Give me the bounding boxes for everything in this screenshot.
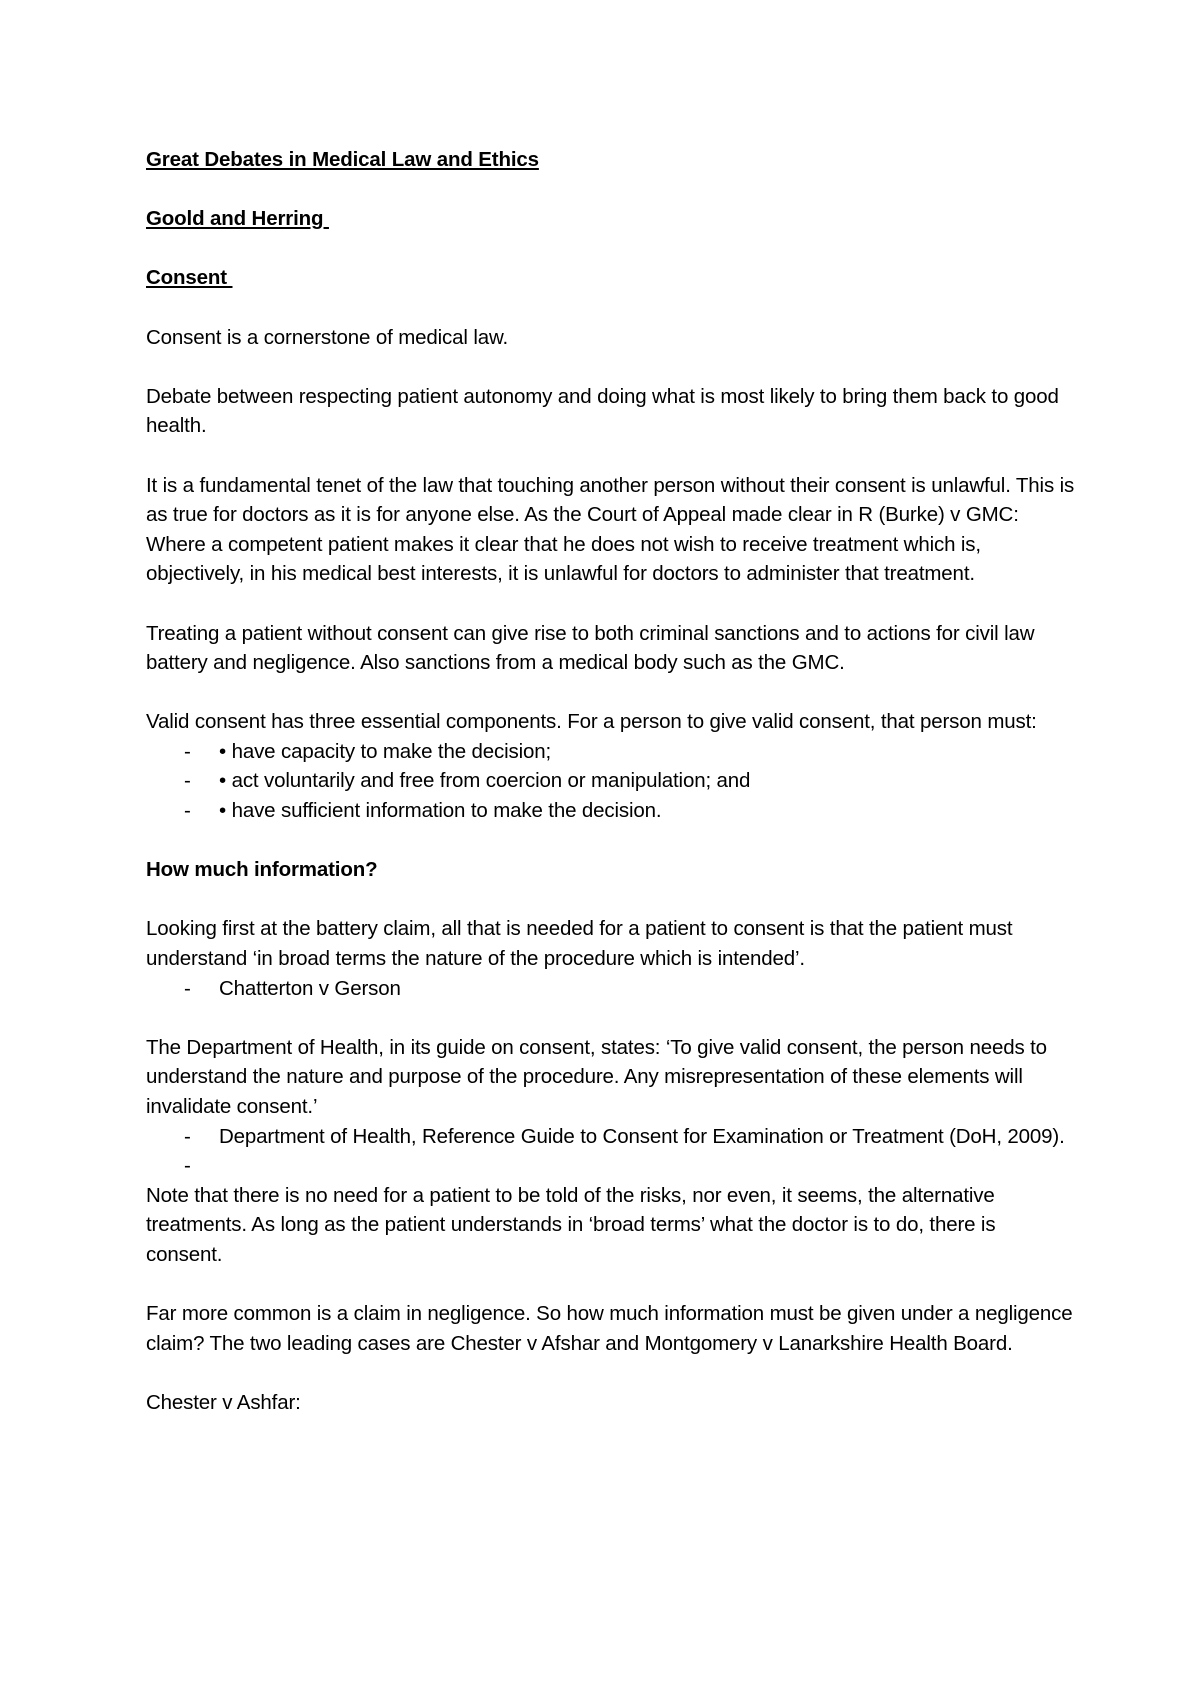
document-title: Great Debates in Medical Law and Ethics (146, 148, 539, 171)
dash-marker: - (184, 799, 191, 823)
dash-marker: - (184, 1154, 191, 1178)
paragraph-department-of-health: The Department of Health, in its guide on consent, states: ‘To give valid consent, the person needs to understand the nature and purpose of the procedure. Any misrepresentation of these elements will invalidate consent.’ (146, 1035, 1047, 1118)
components-list (146, 737, 1076, 826)
paragraph-no-need-for-risks: Note that there is no need for a patient to be told of the risks, nor even, it seems, the alternative treatments. As long as the patient understands in ‘broad terms’ what the doctor is to do, there is consent. (146, 1183, 996, 1266)
section-heading-consent: Consent (146, 266, 233, 290)
paragraph-chester-v-ashfar: Chester v Ashfar: (146, 1390, 301, 1414)
subheading-how-much-information: How much information? (146, 858, 378, 882)
dash-marker: - (184, 769, 191, 793)
list-item: - • have capacity to make the decision; (146, 737, 1076, 767)
paragraph-battery-claim: Looking first at the battery claim, all that is needed for a patient to consent is that the patient must understand ‘in broad terms the nature of the procedure which is intended’. (146, 917, 1013, 971)
list-item: - Chatterton v Gerson (146, 974, 1076, 1004)
list-item: - • act voluntarily and free from coercion or manipulation; and (146, 766, 1076, 796)
dash-marker: - (184, 1124, 191, 1148)
paragraph-negligence: Far more common is a claim in negligence. So how much information must be given under a negligence claim? The two leading cases are Chester v Afshar and Montgomery v Lanarkshire Health Board. (146, 1302, 1073, 1355)
dash-marker: - (184, 976, 191, 1000)
list-item: - • have sufficient information to make the decision. (146, 796, 1076, 826)
list-item: - Department of Health, Reference Guide to Consent for Examination or Treatment (DoH, 2009). (146, 1122, 1076, 1152)
document-body (146, 145, 1076, 1447)
paragraph-fundamental-tenet: It is a fundamental tenet of the law that touching another person without their consent is unlawful. This is as true for doctors as it is for anyone else. As the Court of Appeal made clear in R (Burke) v GMC: Where a competent patient makes it clear that he does not wish to receive treatment which is, objectively, in his medical best interests, it is unlawful for doctors to administer that treatment. (146, 473, 1075, 586)
paragraph-treating-without-consent: Treating a patient without consent can give rise to both criminal sanctions and to actions for civil law battery and negligence. Also sanctions from a medical body such as the GMC. (146, 621, 1035, 675)
document-authors: Goold and Herring (146, 207, 329, 231)
dash-marker: - (184, 739, 191, 763)
citation-list-2 (146, 1122, 1076, 1181)
paragraph-cornerstone: Consent is a cornerstone of medical law. (146, 325, 509, 349)
paragraph-valid-consent: Valid consent has three essential components. For a person to give valid consent, that person must: (146, 710, 1037, 734)
citation-list-1 (146, 974, 1076, 1004)
paragraph-debate: Debate between respecting patient autonomy and doing what is most likely to bring them back to good health. (146, 384, 1059, 438)
list-item (146, 1151, 1076, 1181)
